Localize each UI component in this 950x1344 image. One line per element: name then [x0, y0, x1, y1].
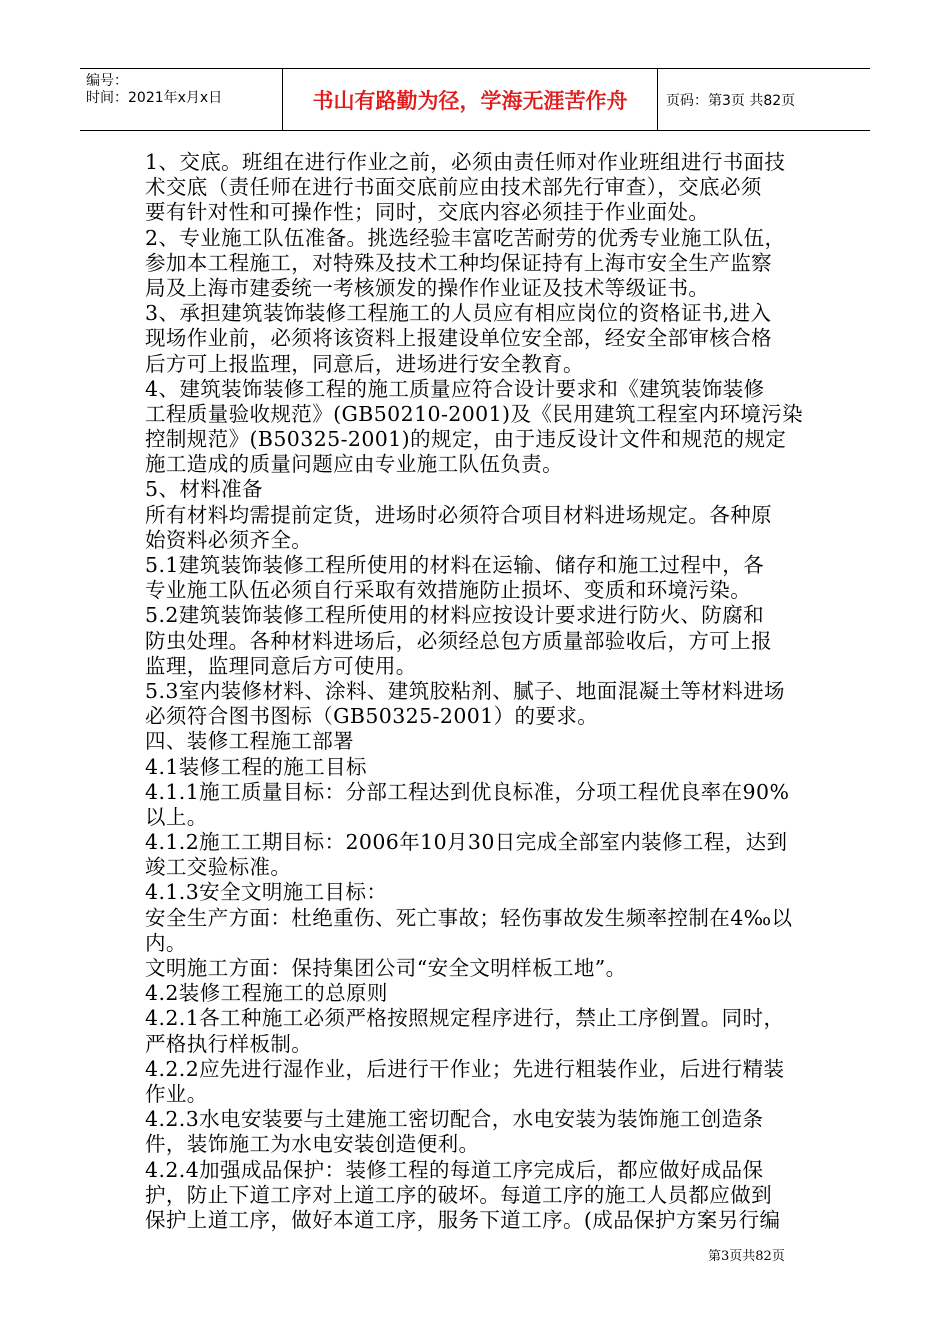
body-line: 监理，监理同意后方可使用。: [145, 653, 417, 678]
body-line: 作业。: [145, 1081, 208, 1106]
body-line: 5.1建筑装饰装修工程所使用的材料在运输、储存和施工过程中，各: [145, 553, 764, 577]
body-line: 竣工交验标准。: [145, 855, 292, 880]
body-line: 5.3室内装修材料、涂料、建筑胶粘剂、腻子、地面混凝土等材料进场: [145, 678, 785, 703]
body-line: 要有针对性和可操作性；同时，交底内容必须挂于作业面处。: [145, 200, 710, 225]
body-line: 工程质量验收规范》(GB50210-2001)及《民用建筑工程室内环境污染: [145, 401, 804, 426]
body-line: 4.2装修工程施工的总原则: [145, 981, 388, 1006]
body-line: 1、交底。班组在进行作业之前，必须由责任师对作业班组进行书面技: [145, 150, 786, 174]
number-label: 编号：: [86, 73, 128, 89]
body-line: 内。: [145, 930, 187, 955]
body-line: 4.1.1施工质量目标：分部工程达到优良标准，分项工程优良率在90%: [145, 779, 790, 804]
header-page-code: 页码：第3页 共82页: [666, 92, 796, 109]
body-line: 5.2建筑装饰装修工程所使用的材料应按设计要求进行防火、防腐和: [145, 603, 764, 628]
body-line: 4.2.2应先进行湿作业，后进行干作业；先进行粗装作业，后进行精装: [145, 1056, 785, 1081]
body-line: 四、装修工程施工部署: [145, 729, 354, 754]
body-line: 所有材料均需提前定货，进场时必须符合项目材料进场规定。各种原: [145, 502, 772, 527]
body-line: 后方可上报监理，同意后，进场进行安全教育。: [145, 351, 584, 376]
body-line: 必须符合图书图标（GB50325-2001）的要求。: [145, 704, 599, 729]
date-line: 时间：2021年x月x日: [86, 90, 223, 106]
body-line: 件，装饰施工为水电安装创造便利。: [145, 1132, 480, 1157]
body-line: 4、建筑装饰装修工程的施工质量应符合设计要求和《建筑装饰装修: [145, 376, 765, 401]
document-body: [145, 150, 813, 1233]
body-line: 控制规范》(B50325-2001)的规定，由于违反设计文件和规范的规定: [145, 427, 787, 452]
body-line: 局及上海市建委统一考核颁发的操作作业证及技术等级证书。: [145, 275, 710, 300]
body-line: 参加本工程施工，对特殊及技术工种均保证持有上海市安全生产监察: [145, 250, 772, 275]
body-line: 术交底（责任师在进行书面交底前应由技术部先行审查），交底必须: [145, 175, 762, 200]
header-motto: 书山有路勤为径，学海无涯苦作舟: [283, 69, 658, 130]
body-line: 3、承担建筑装饰装修工程施工的人员应有相应岗位的资格证书,进入: [145, 301, 772, 326]
header-left-cell: [80, 69, 283, 130]
body-line: 安全生产方面：杜绝重伤、死亡事故；轻伤事故发生频率控制在4‰以: [145, 905, 793, 930]
body-line: 护，防止下道工序对上道工序的破坏。每道工序的施工人员都应做到: [145, 1182, 772, 1207]
body-line: 专业施工队伍必须自行采取有效措施防止损坏、变质和环境污染。: [145, 578, 752, 603]
body-line: 2、专业施工队伍准备。挑选经验丰富吃苦耐劳的优秀专业施工队伍，: [145, 225, 786, 250]
body-line: 施工造成的质量问题应由专业施工队伍负责。: [145, 452, 563, 477]
body-line: 文明施工方面：保持集团公司“安全文明样板工地”。: [145, 956, 627, 980]
body-line: 4.2.4加强成品保护：装修工程的每道工序完成后，都应做好成品保: [145, 1157, 764, 1182]
body-line: 始资料必须齐全。: [145, 527, 313, 552]
body-line: 4.2.3水电安装要与土建施工密切配合，水电安装为装饰施工创造条: [145, 1107, 764, 1132]
body-line: 4.1.3安全文明施工目标：: [145, 880, 388, 905]
body-line: 保护上道工序，做好本道工序，服务下道工序。(成品保护方案另行编: [145, 1207, 781, 1232]
body-line: 4.1装修工程的施工目标: [145, 754, 367, 779]
body-line: 以上。: [145, 804, 208, 829]
body-line: 4.2.1各工种施工必须严格按照规定程序进行，禁止工序倒置。同时，: [145, 1006, 785, 1031]
body-line: 现场作业前，必须将该资料上报建设单位安全部，经安全部审核合格: [145, 326, 772, 351]
body-line: 5、材料准备: [145, 477, 263, 502]
page-header: [80, 68, 870, 131]
body-line: 严格执行样板制。: [145, 1031, 313, 1056]
body-line: 4.1.2施工工期目标：2006年10月30日完成全部室内装修工程，达到: [145, 830, 788, 855]
body-line: 防虫处理。各种材料进场后，必须经总包方质量部验收后，方可上报: [145, 628, 772, 653]
page-footer: 第3页共82页: [708, 1249, 785, 1264]
